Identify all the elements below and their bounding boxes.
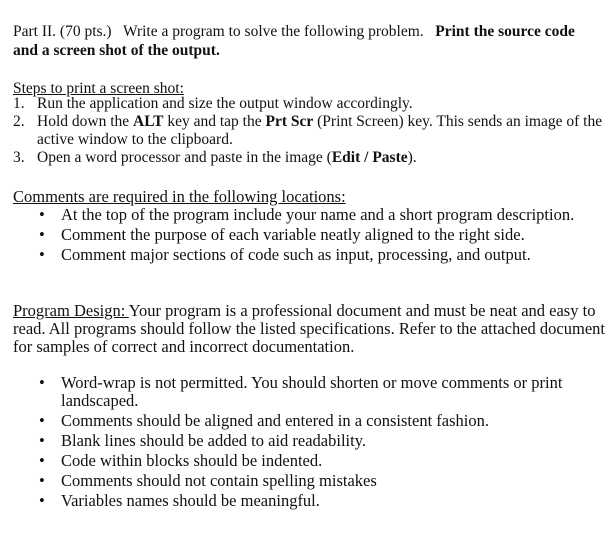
step-text: Open a word processor and paste in the image (: [37, 149, 332, 166]
part-intro: [13, 22, 603, 60]
bullet-icon: •: [39, 431, 45, 450]
step-menu-edit-paste: Edit / Paste: [331, 149, 408, 166]
bullet-icon: •: [39, 373, 45, 392]
program-design-label: Program Design:: [13, 301, 129, 320]
step-text: Run the application and size the output window accordingly.: [37, 95, 413, 112]
list-item: • At the top of the program include your name and a short program description.: [39, 205, 575, 224]
step-key-alt: ALT: [133, 113, 164, 130]
program-design-text: Your program is a professional document and must be neat and easy to read. All programs should follow the listed specifications. Refer to the attached document for samples of correct and incorrect documentation.: [13, 301, 606, 356]
part-heading: Part II. (70 pts.): [13, 23, 112, 40]
step-text: key and tap the: [163, 113, 266, 130]
step-text: Hold down the: [37, 113, 134, 130]
bullet-icon: •: [39, 471, 45, 490]
comments-list: [13, 206, 603, 266]
step-text: (Print Screen) key. This sends an image of the active window to the clipboard.: [37, 113, 603, 148]
program-design-paragraph: [13, 302, 608, 356]
step-key-prtscr: Prt Scr: [265, 113, 314, 130]
list-item: • Comments should be aligned and entered in a consistent fashion.: [39, 411, 489, 430]
bullet-icon: •: [39, 411, 45, 430]
steps-list: [13, 95, 603, 167]
bullet-icon: •: [39, 491, 45, 510]
comments-title: Comments are required in the following locations:: [13, 187, 346, 206]
list-item: • Comment major sections of code such as input, processing, and output.: [39, 245, 531, 264]
print-request: Print the source code and a screen shot of the output.: [13, 23, 575, 59]
step-number: 2.: [13, 113, 25, 130]
step-item: [13, 113, 603, 149]
list-item: • Variables names should be meaningful.: [39, 491, 320, 510]
list-item: • Blank lines should be added to aid readability.: [39, 431, 367, 450]
bullet-icon: •: [39, 225, 45, 244]
step-number: 3.: [13, 149, 25, 166]
list-item: • Word-wrap is not permitted. You should shorten or move comments or print landscaped.: [39, 373, 563, 410]
list-item: • Comments should not contain spelling mistakes: [39, 471, 377, 490]
bullet-icon: •: [39, 245, 45, 264]
steps-title: Steps to print a screen shot:: [13, 80, 184, 97]
part-instruction: Write a program to solve the following problem.: [122, 23, 424, 40]
list-item: • Code within blocks should be indented.: [39, 451, 323, 470]
bullet-icon: •: [39, 205, 45, 224]
list-item: • Comment the purpose of each variable neatly aligned to the right side.: [39, 225, 525, 244]
step-item: [13, 149, 603, 167]
step-number: 1.: [13, 95, 25, 112]
bullet-icon: •: [39, 451, 45, 470]
design-list: [13, 374, 603, 512]
step-text: ).: [407, 149, 417, 166]
step-item: [13, 95, 603, 113]
